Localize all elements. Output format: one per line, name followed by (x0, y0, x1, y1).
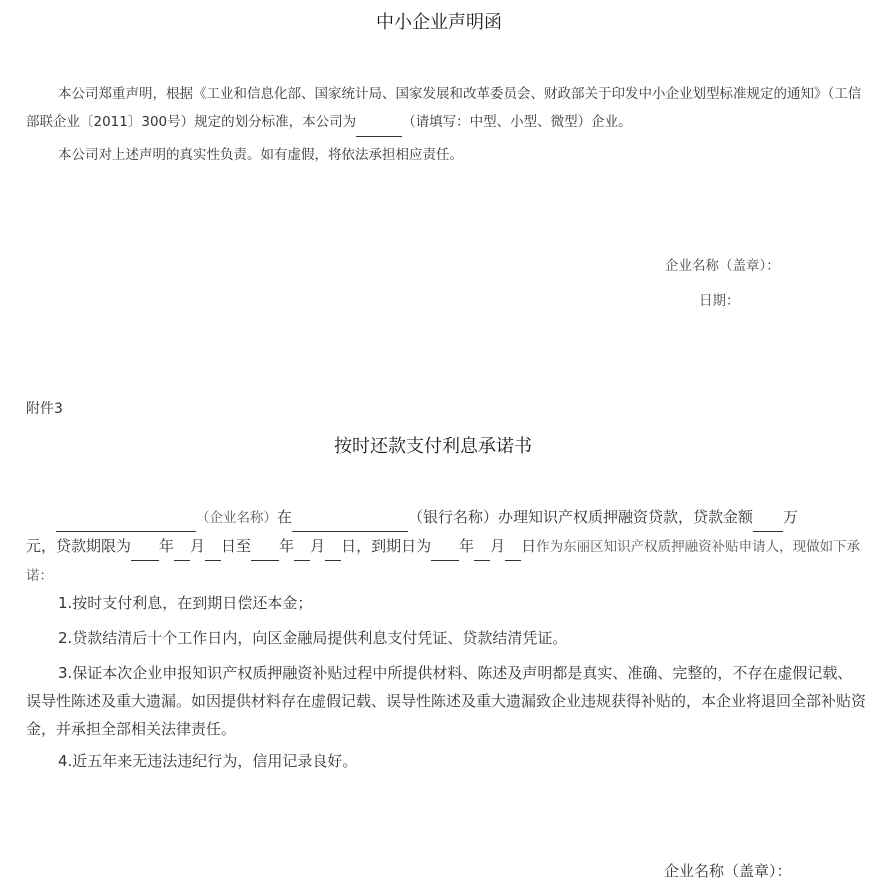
declaration-text: 本公司郑重声明，根据《工业和信息化部、国家统计局、国家发展和改革委员会、财政部关于印发中小企业划型标准规定的通知》（工信部联企业〔2011〕300号）规定的划分标准，本公司为 (26, 86, 862, 130)
year-text: 年 (279, 537, 295, 555)
month-text: 月 (490, 537, 506, 555)
day-text: 日 (521, 537, 537, 555)
declaration-paragraph-1 (26, 80, 866, 137)
date-label: 日期： (699, 293, 740, 309)
commitment-company-seal-label: 企业名称（盖章）： (664, 862, 792, 880)
company-name-blank[interactable] (56, 503, 196, 532)
company-seal-label: 企业名称（盖章）： (665, 258, 780, 274)
wan-text: 万 (783, 508, 799, 526)
declaration-title: 中小企业声明函 (376, 12, 502, 33)
end-year-blank[interactable] (251, 532, 279, 561)
start-day-blank[interactable] (205, 532, 221, 561)
enterprise-type-blank[interactable] (356, 108, 402, 137)
applicant-text: 作为东丽区知识产权质押融资补贴申请人，现做如下承诺： (26, 539, 861, 584)
start-year-blank[interactable] (131, 532, 159, 561)
loan-amount-blank[interactable] (753, 503, 783, 532)
attachment-label: 附件3 (26, 401, 63, 417)
due-text: 日，到期日为 (341, 537, 432, 555)
bank-name-blank[interactable] (292, 503, 408, 532)
to-text: 日至 (221, 537, 252, 555)
commitment-item-3: 3.保证本次企业申报知识产权质押融资补贴过程中所提供材料、陈述及声明都是真实、准确、完整的，不存在虚假记载、误导性陈述及重大遗漏。如因提供材料存在虚假记载、误导性陈述及重大遗漏致企业违规获得补贴的，本企业将退回全部补贴资金，并承担全部相关法律责任。 (26, 664, 867, 738)
bank-text: （银行名称）办理知识产权质押融资贷款，贷款金额 (408, 508, 754, 526)
commitment-intro (26, 503, 866, 590)
commitment-item-2: 2.贷款结清后十个工作日内，向区金融局提供利息支付凭证、贷款结清凭证。 (58, 629, 568, 647)
month-text: 月 (190, 537, 206, 555)
end-day-blank[interactable] (325, 532, 341, 561)
year-text: 年 (159, 537, 175, 555)
year-text: 年 (459, 537, 475, 555)
declaration-text-end: （请填写：中型、小型、微型）企业。 (402, 114, 632, 130)
in-text: 在 (277, 508, 293, 526)
month-text: 月 (310, 537, 326, 555)
commitment-item-4: 4.近五年来无违法违纪行为，信用记录良好。 (58, 752, 358, 770)
yuan-text: 元，贷款期限为 (26, 537, 132, 555)
company-name-placeholder: （企业名称） (196, 510, 277, 526)
due-day-blank[interactable] (505, 532, 521, 561)
due-year-blank[interactable] (431, 532, 459, 561)
due-month-blank[interactable] (474, 532, 490, 561)
start-month-blank[interactable] (174, 532, 190, 561)
declaration-paragraph-2: 本公司对上述声明的真实性负责。如有虚假，将依法承担相应责任。 (58, 147, 463, 163)
commitment-title: 按时还款支付利息承诺书 (334, 436, 532, 457)
commitment-item-1: 1.按时支付利息，在到期日偿还本金； (58, 594, 313, 612)
end-month-blank[interactable] (294, 532, 310, 561)
